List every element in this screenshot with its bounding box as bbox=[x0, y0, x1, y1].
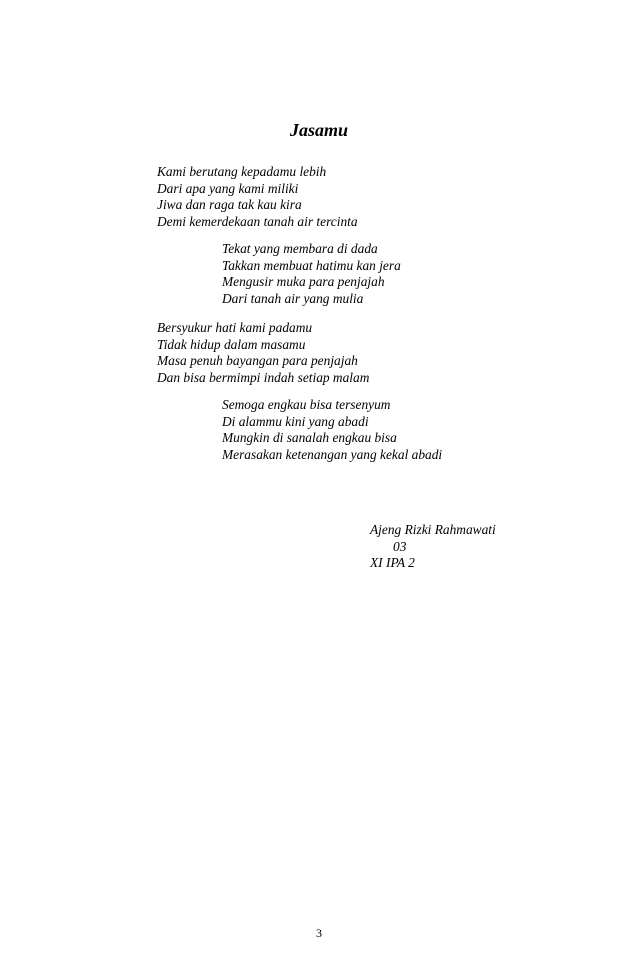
poem-line: Semoga engkau bisa tersenyum bbox=[222, 397, 391, 412]
stanza-4 bbox=[222, 397, 442, 463]
poem-line: Tekat yang membara di dada bbox=[222, 241, 378, 256]
poem-line: Tidak hidup dalam masamu bbox=[157, 336, 306, 352]
stanza-3 bbox=[157, 320, 369, 386]
poem-line: Bersyukur hati kami padamu bbox=[157, 320, 313, 335]
poem-line: Dari tanah air yang mulia bbox=[222, 290, 364, 306]
author-number: 03 bbox=[393, 538, 407, 554]
poem-line: Takkan membuat hatimu kan jera bbox=[222, 257, 401, 273]
poem-line: Masa penuh bayangan para penjajah bbox=[157, 353, 358, 368]
poem-line: Di alammu kini yang abadi bbox=[222, 413, 369, 429]
poem-line: Mengusir muka para penjajah bbox=[222, 274, 385, 289]
poem-title: Jasamu bbox=[289, 120, 349, 140]
poem-line: Jiwa dan raga tak kau kira bbox=[157, 197, 302, 212]
poem-line: Merasakan ketenangan yang kekal abadi bbox=[222, 446, 443, 462]
author-name: Ajeng Rizki Rahmawati bbox=[370, 522, 496, 537]
poem-line: Kami berutang kepadamu lebih bbox=[157, 164, 327, 179]
page-number: 3 bbox=[316, 926, 322, 940]
stanza-2 bbox=[222, 241, 401, 307]
poem-line: Demi kemerdekaan tanah air tercinta bbox=[157, 213, 358, 229]
poem-line: Dari apa yang kami miliki bbox=[157, 180, 299, 196]
poem-line: Dan bisa bermimpi indah setiap malam bbox=[157, 369, 370, 385]
author-class: XI IPA 2 bbox=[370, 555, 415, 570]
poem-line: Mungkin di sanalah engkau bisa bbox=[222, 430, 397, 445]
stanza-1 bbox=[157, 164, 358, 230]
author-block bbox=[370, 522, 496, 572]
